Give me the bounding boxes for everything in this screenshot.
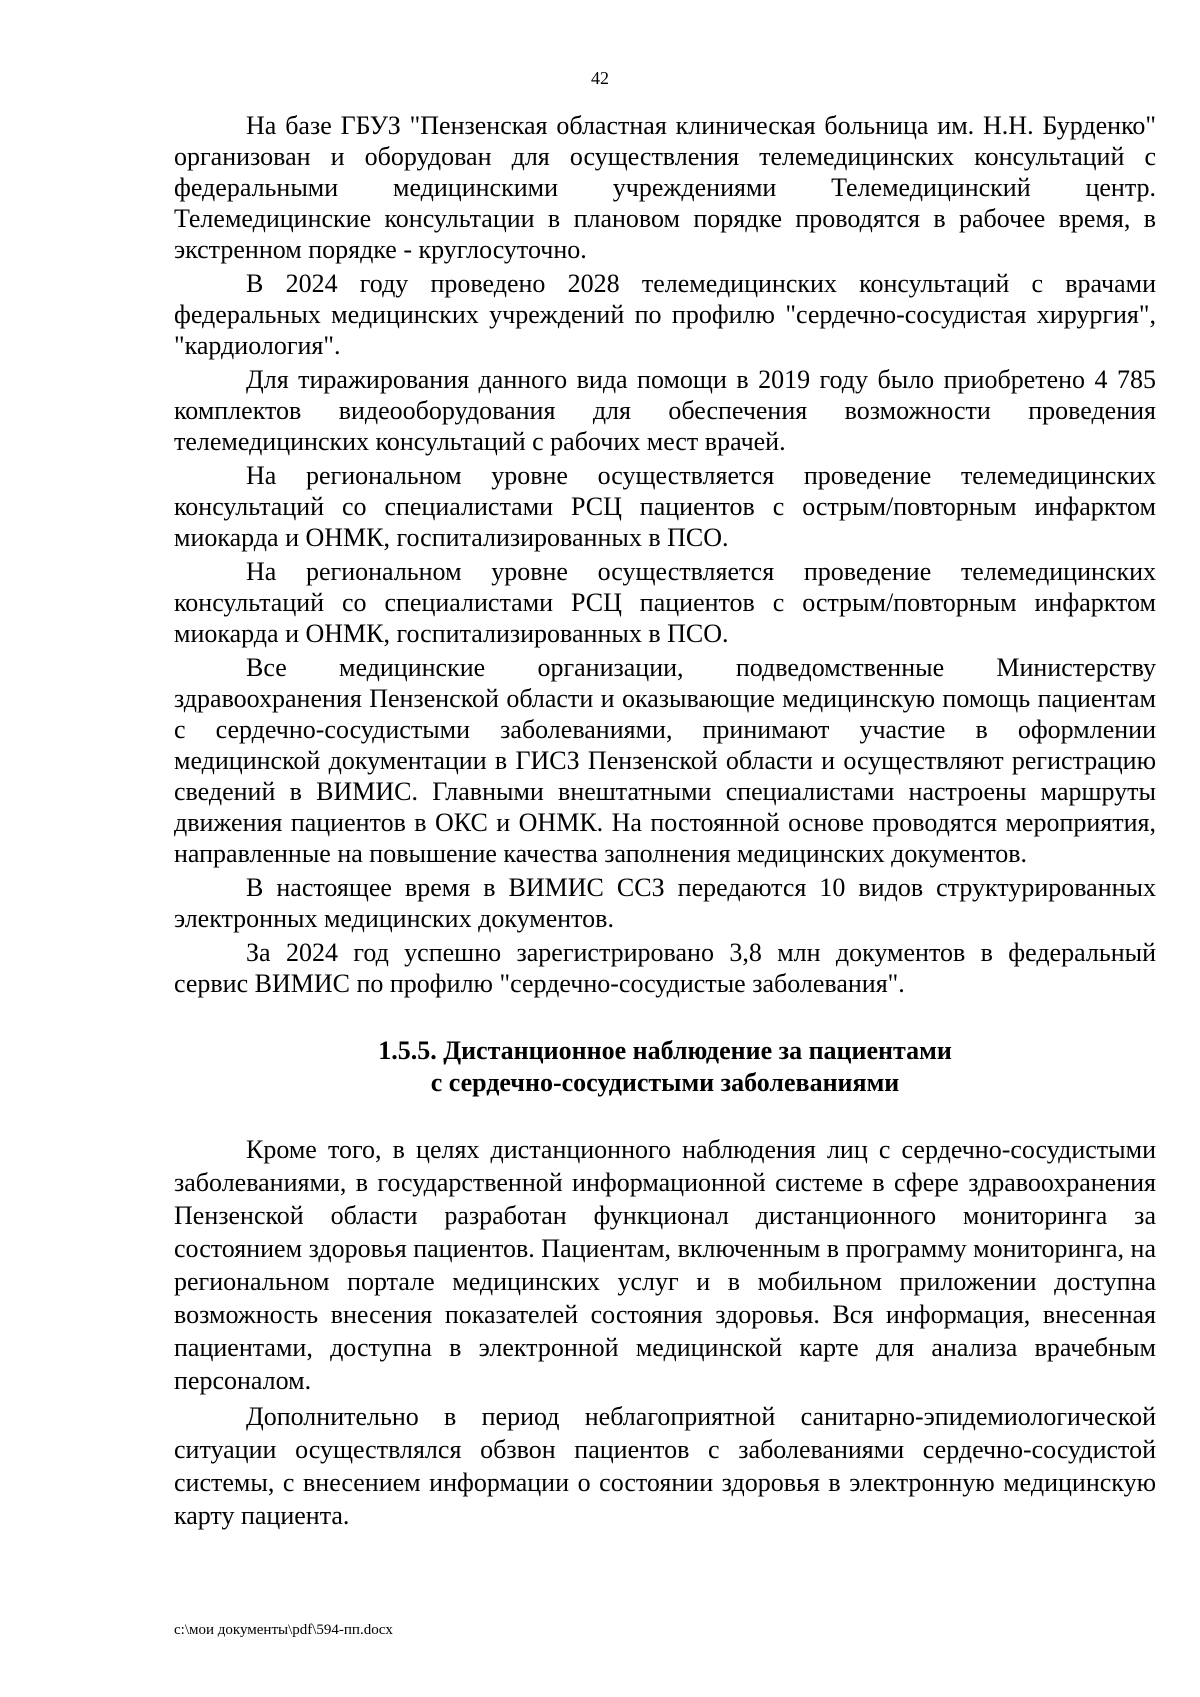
page-number: 42 [591, 68, 609, 88]
section-heading [174, 1035, 1156, 1099]
section-remote-monitoring [174, 1133, 1156, 1532]
paragraph: На региональном уровне осуществляется проведение телемедицинских консультаций со специалистами РСЦ пациентов с острым/повторным инфарктом миокарда и ОНМК, госпитализированных в ПСО. [174, 557, 1156, 648]
paragraph: Дополнительно в период неблагоприятной санитарно-эпидемиологической ситуации осуществлялся обзвон пациентов с заболеваниями сердечно-сосудистой системы, с внесением информации о состоянии здоровья в электронную медицинскую карту пациента. [174, 1402, 1156, 1530]
section-heading-line-2: с сердечно-сосудистыми заболеваниями [430, 1068, 900, 1097]
paragraph: В настоящее время в ВИМИС ССЗ передаются 10 видов структурированных электронных медицинских документов. [174, 873, 1156, 933]
section-telemedicine [174, 110, 1156, 999]
footer-file-path: c:\мои документы\pdf\594-пп.docx [174, 1622, 393, 1638]
paragraph: Кроме того, в целях дистанционного наблюдения лиц с сердечно-сосудистыми заболеваниями, в государственной информационной системе в сфере здравоохранения Пензенской области разработан функционал дистанционного мониторинга за состоянием здоровья пациентов. Пациентам, включенным в программу мониторинга, на региональном портале медицинских услуг и в мобильном приложении доступна возможность внесения показателей состояния здоровья. Вся информация, внесенная пациентами, доступна в электронной медицинской карте для анализа врачебным персоналом. [174, 1135, 1156, 1395]
paragraph: На базе ГБУЗ "Пензенская областная клиническая больница им. Н.Н. Бурденко" организован и оборудован для осуществления телемедицинских консультаций с федеральными медицинскими учреждениями Телемедицинский центр. Телемедицинские консультации в плановом порядке проводятся в рабочее время, в экстренном порядке - круглосуточно. [174, 111, 1156, 264]
paragraph: Для тиражирования данного вида помощи в 2019 году было приобретено 4 785 комплектов видеооборудования для обеспечения возможности проведения телемедицинских консультаций с рабочих мест врачей. [174, 365, 1156, 456]
paragraph: На региональном уровне осуществляется проведение телемедицинских консультаций со специалистами РСЦ пациентов с острым/повторным инфарктом миокарда и ОНМК, госпитализированных в ПСО. [174, 461, 1156, 552]
paragraph: За 2024 год успешно зарегистрировано 3,8 млн документов в федеральный сервис ВИМИС по профилю "сердечно-сосудистые заболевания". [174, 938, 1156, 998]
section-heading-line-1: 1.5.5. Дистанционное наблюдение за пациентами [378, 1036, 952, 1065]
document-body [174, 110, 1156, 1532]
paragraph: В 2024 году проведено 2028 телемедицинских консультаций с врачами федеральных медицинских учреждений по профилю "сердечно-сосудистая хирургия", "кардиология". [174, 269, 1156, 360]
paragraph: Все медицинские организации, подведомственные Министерству здравоохранения Пензенской области и оказывающие медицинскую помощь пациентам с сердечно-сосудистыми заболеваниями, принимают участие в оформлении медицинской документации в ГИСЗ Пензенской области и осуществляют регистрацию сведений в ВИМИС. Главными внештатными специалистами настроены маршруты движения пациентов в ОКС и ОНМК. На постоянной основе проводятся мероприятия, направленные на повышение качества заполнения медицинских документов. [174, 653, 1156, 868]
